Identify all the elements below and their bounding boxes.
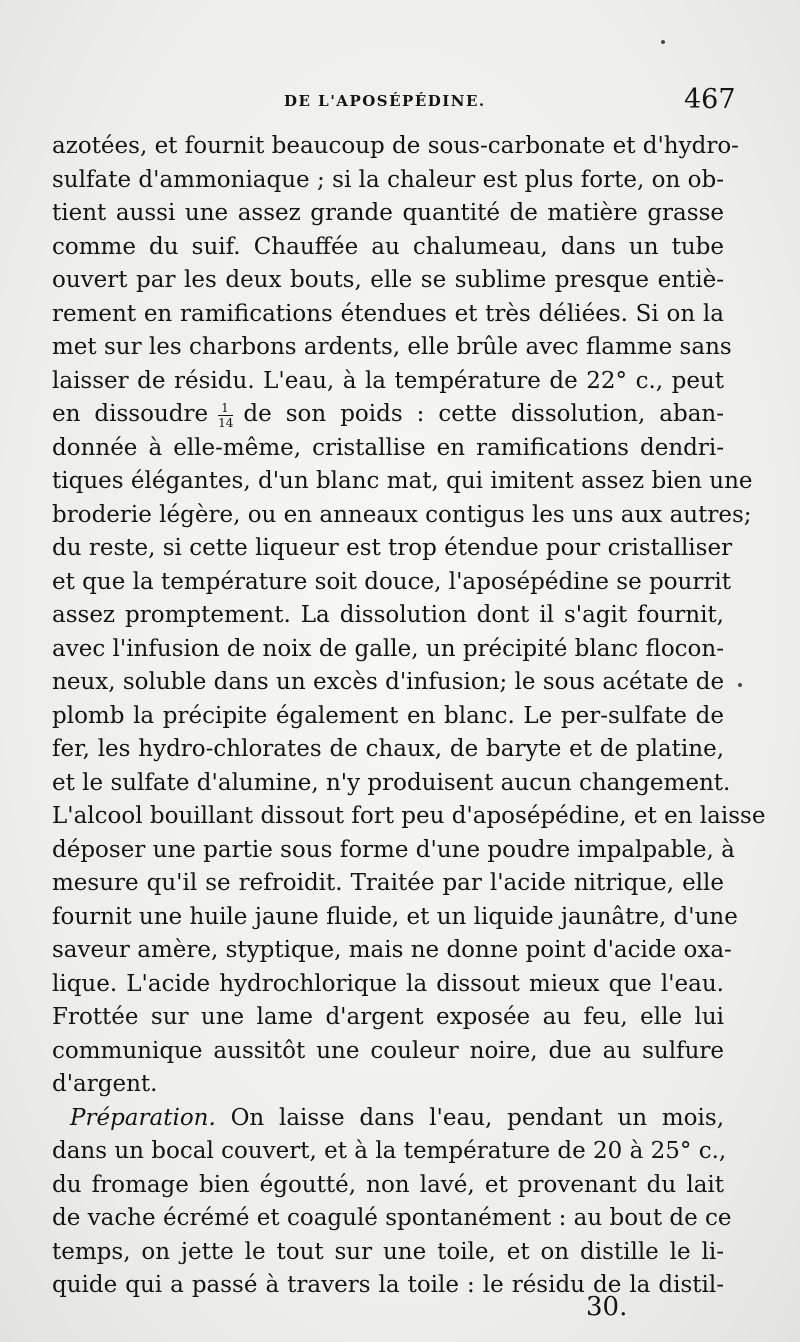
text-line: comme du suif. Chauffée au chalumeau, dans un tube — [52, 233, 724, 260]
text-line: sulfate d'ammoniaque ; si la chaleur est plus forte, on ob- — [52, 166, 724, 193]
running-title: DE L'APOSÉPÉDINE. — [284, 92, 486, 110]
text-line: ouvert par les deux bouts, elle se sublime presque entiè- — [52, 267, 724, 293]
text-line: d'argent. — [52, 1071, 158, 1097]
text-line: et que la température soit douce, l'aposépédine se pourrit — [52, 568, 731, 595]
text-line: laisser de résidu. L'eau, à la température de 22° c., peut — [52, 367, 724, 394]
paper-speck — [738, 683, 742, 687]
body-text — [52, 130, 766, 1303]
text-line: et le sulfate d'alumine, n'y produisent aucun changement. — [52, 769, 731, 796]
text-fragment: On laisse dans l'eau, pendant un mois, — [230, 1104, 725, 1131]
text-fragment: en dissoudre — [52, 401, 209, 427]
text-line: fer, les hydro-chlorates de chaux, de baryte et de platine, — [52, 736, 724, 762]
text-line: rement en ramifications étendues et très déliées. Si on la — [52, 300, 724, 327]
paragraph-description — [52, 130, 739, 398]
text-line: de vache écrémé et coagulé spontanément : au bout de ce — [52, 1205, 732, 1231]
fraction-denominator: 14 — [218, 415, 234, 430]
text-line: déposer une partie sous forme d'une poudre impalpable, à — [52, 836, 735, 863]
text-line: donnée à elle-même, cristallise en ramifications dendri- — [52, 434, 724, 461]
page-number: 467 — [684, 84, 736, 115]
text-line: saveur amère, styptique, mais ne donne point d'acide oxa- — [52, 937, 732, 963]
text-line: L'alcool bouillant dissout fort peu d'aposépédine, et en laisse — [52, 803, 766, 829]
text-line: du reste, si cette liqueur est trop étendue pour cristalliser — [52, 535, 733, 561]
text-line: dans un bocal couvert, et à la température de 20 à 25° c., — [52, 1138, 727, 1164]
text-line: communique aussitôt une couleur noire, due au sulfure — [52, 1037, 724, 1064]
text-line: lique. L'acide hydrochlorique la dissout mieux que l'eau. — [52, 970, 724, 997]
text-fragment: de son poids : cette dissolution, aban- — [243, 401, 724, 427]
text-line: assez promptement. La dissolution dont il s'agit fournit, — [52, 602, 724, 628]
text-line: quide qui a passé à travers la toile : le résidu de la distil- — [52, 1272, 724, 1298]
text-line: Frottée sur une lame d'argent exposée au feu, elle lui — [52, 1004, 724, 1030]
signature-mark: 30. — [586, 1292, 628, 1322]
text-line: plomb la précipite également en blanc. Le per-sulfate de — [52, 702, 724, 729]
text-line-fraction — [52, 398, 724, 432]
paragraph-properties — [52, 432, 766, 1102]
text-line: tient aussi une assez grande quantité de matière grasse — [52, 200, 724, 226]
fraction — [218, 402, 233, 429]
fraction-numerator: 1 — [218, 402, 233, 416]
page-header — [0, 84, 800, 132]
text-line: temps, on jette le tout sur une toile, et on distille le li- — [52, 1238, 724, 1265]
text-line: avec l'infusion de noix de galle, un précipité blanc flocon- — [52, 635, 724, 662]
text-line: fournit une huile jaune fluide, et un liquide jaunâtre, d'une — [52, 903, 738, 930]
text-line: broderie légère, ou en anneaux contigus les uns aux autres; — [52, 501, 752, 528]
text-line: azotées, et fournit beaucoup de sous-carbonate et d'hydro- — [52, 133, 739, 159]
paragraph-preparation — [52, 1135, 732, 1303]
text-line-preparation — [52, 1102, 724, 1136]
text-line: met sur les charbons ardents, elle brûle avec flamme sans — [52, 334, 732, 360]
paper-speck — [661, 40, 665, 44]
preparation-heading: Préparation. — [70, 1104, 216, 1131]
text-line: tiques élégantes, d'un blanc mat, qui imitent assez bien une — [52, 468, 753, 494]
text-line: du fromage bien égoutté, non lavé, et provenant du lait — [52, 1171, 724, 1198]
text-line: neux, soluble dans un excès d'infusion; le sous acétate de — [52, 669, 725, 695]
text-line: mesure qu'il se refroidit. Traitée par l'acide nitrique, elle — [52, 870, 724, 896]
